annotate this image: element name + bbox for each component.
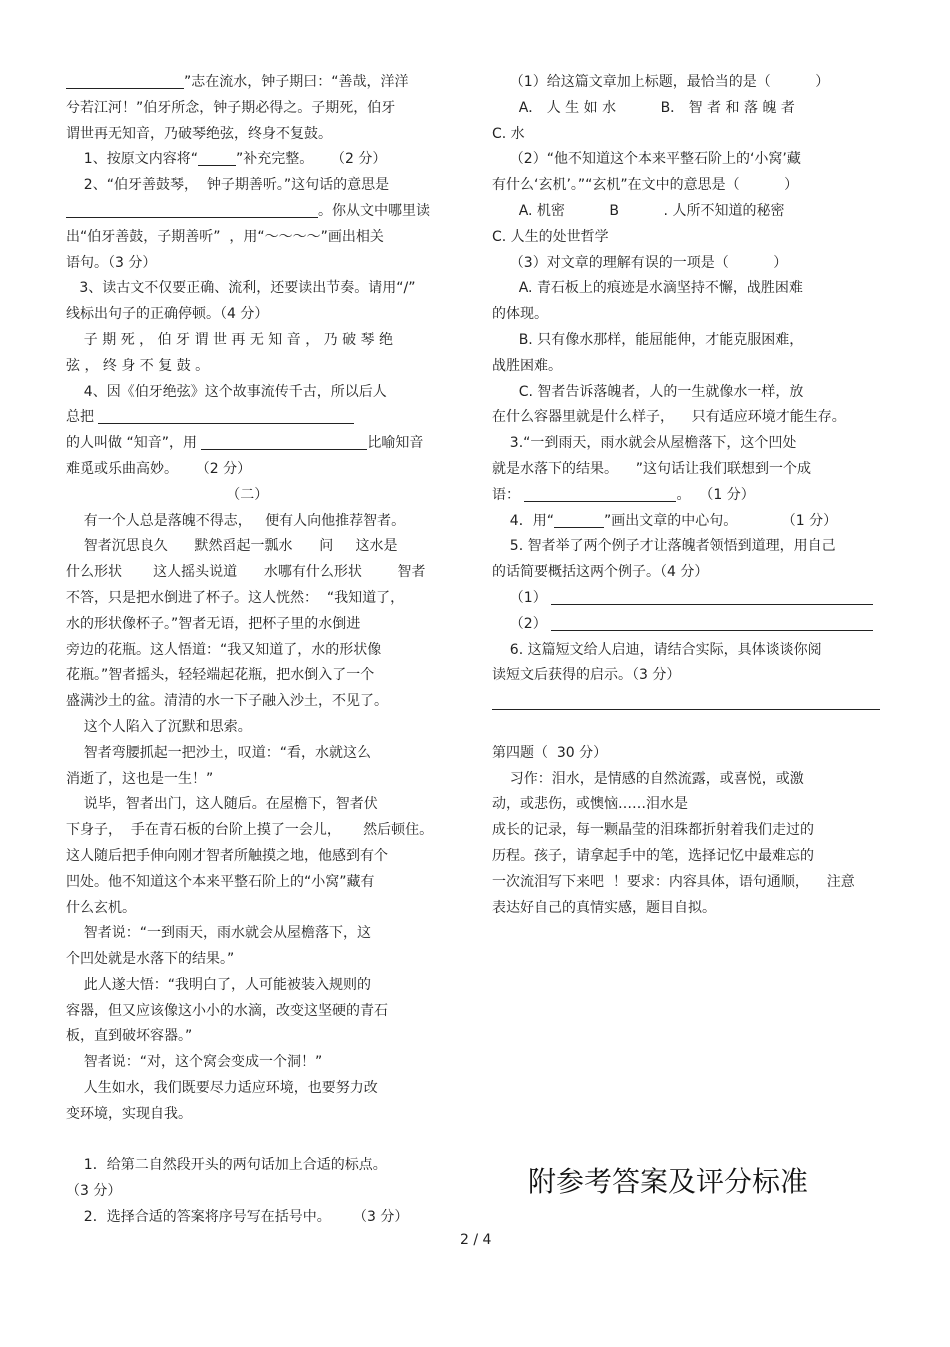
left-text-line (66, 431, 452, 457)
right-text-line (492, 715, 884, 741)
line-prefix: 总把 (66, 409, 99, 426)
left-text-line: 谓世再无知音，乃破琴绝弦，终身不复鼓。 (66, 125, 332, 142)
right-column (492, 70, 884, 921)
fill-in-blank[interactable] (198, 149, 236, 166)
left-text-line (66, 405, 452, 431)
left-text-line: 难觅或乐曲高妙。 （2 分） (66, 460, 252, 477)
left-text-line: 兮若江河！”伯牙所念，钟子期必得之。子期死，伯牙 (66, 99, 396, 116)
line-prefix: （2） (492, 615, 552, 632)
right-text-line: 5. 智者举了两个例子才让落魄者领悟到道理，用自己 (492, 538, 836, 555)
right-text-line: 就是水落下的结果。 ”这句话让我们联想到一个成 (492, 460, 812, 477)
line-suffix: ”志在流水，钟子期曰：“善哉，洋洋 (184, 74, 409, 90)
page-number: 2 / 4 (460, 1232, 492, 1248)
right-text-line: A． 人 生 如 水 B． 智 者 和 落 魄 者 (492, 99, 795, 116)
left-text-line: （3 分） (66, 1183, 122, 1200)
left-text-line: 水的形状像杯子。”智者无语，把杯子里的水倒进 (66, 615, 361, 632)
line-prefix: 语： (492, 486, 525, 503)
left-text-line: 智者沉思良久 默然舀起一瓢水 问 这水是 (66, 538, 398, 555)
right-text-line: 第四题（ 30 分） (492, 744, 608, 761)
fill-in-blank[interactable] (524, 485, 676, 502)
left-text-line: 旁边的花瓶。这人悟道：“我又知道了，水的形状像 (66, 641, 382, 658)
right-text-line (492, 509, 884, 535)
left-text-line (66, 147, 452, 173)
right-text-line: 战胜困难。 (492, 357, 562, 374)
right-text-line: A. 青石板上的痕迹是水滴坚持不懈，战胜困难 (492, 280, 803, 297)
line-suffix: ”画出文章的中心句。 （1 分） (603, 512, 838, 529)
right-text-line: B. 只有像水那样，能屈能伸，才能克服困难， (492, 331, 804, 348)
right-text-line (492, 612, 884, 638)
left-text-line (66, 199, 452, 225)
left-text-line: 1．给第二自然段开头的两句话加上合适的标点。 (66, 1157, 387, 1174)
answer-line-q6 (492, 709, 880, 710)
line-prefix: 的人叫做 “知音”，用 (66, 435, 202, 452)
right-text-line (492, 483, 884, 509)
left-text-line: 不答，只是把水倒进了杯子。这人恍然： “我知道了， (66, 589, 405, 606)
left-text-line: 出“伯牙善鼓，子期善听” ，用“～～～～”画出相关 (66, 228, 384, 245)
left-text-line: 3、读古文不仅要正确、流利，还要读出节奏。请用“/” (66, 280, 416, 297)
fill-in-blank[interactable] (66, 72, 184, 89)
left-text-line: 什么形状 这人摇头说道 水哪有什么形状 智者 (66, 564, 426, 581)
line-prefix: （1） (492, 589, 552, 606)
right-text-line: 动，或悲伤，或懊恼……泪水是 (492, 796, 688, 813)
right-text-line: 的话简要概括这两个例子。（4 分） (492, 564, 709, 581)
left-text-line: 人生如水，我们既要尽力适应环境，也要努力改 (66, 1080, 378, 1097)
right-text-line: 在什么容器里就是什么样子， 只有适应环境才能生存。 (492, 409, 846, 426)
left-text-line: 花瓶。”智者摇头，轻轻端起花瓶，把水倒入了一个 (66, 667, 375, 684)
right-text-line (492, 586, 884, 612)
fill-in-blank[interactable] (551, 614, 873, 631)
right-text-line: 表达好自己的真情实感，题目自拟。 (492, 899, 716, 916)
left-text-line: 说毕，智者出门，这人随后。在屋檐下，智者伏 (66, 796, 378, 813)
right-text-line: 一次流泪写下来吧 ！要求：内容具体，语句通顺， 注意 (492, 873, 855, 890)
left-text-line: 板，直到破坏容器。” (66, 1028, 193, 1045)
right-text-line: 成长的记录，每一颗晶莹的泪珠都折射着我们走过的 (492, 822, 814, 839)
line-suffix: ”补充完整。 （2 分） (235, 151, 387, 168)
left-text-line (66, 70, 452, 96)
left-text-line: 2、“伯牙善鼓琴， 钟子期善听。”这句话的意思是 (66, 177, 390, 194)
line-suffix: 。你从文中哪里读 (318, 202, 430, 219)
right-text-line: （3）对文章的理解有误的一项是（ ） (492, 254, 788, 271)
right-text-line: 的体现。 (492, 306, 548, 323)
left-text-line: 弦 ， 终 身 不 复 鼓 。 (66, 357, 210, 374)
left-text-line: 线标出句子的正确停顿。（4 分） (66, 306, 269, 323)
left-text-line: 变环境，实现自我。 (66, 1105, 192, 1122)
left-text-line: 此人遂大悟：“我明白了，人可能被装入规则的 (66, 976, 372, 993)
right-text-line: 读短文后获得的启示。（3 分） (492, 667, 681, 684)
right-text-line: 6. 这篇短文给人启迪，请结合实际，具体谈谈你阅 (492, 641, 822, 658)
right-text-line: 习作：泪水，是情感的自然流露，或喜悦，或激 (492, 770, 804, 787)
right-text-line: （2）“他不知道这个本来平整石阶上的‘小窝’藏 (492, 151, 801, 168)
right-text-line: （1）给这篇文章加上标题，最恰当的是（ ） (492, 74, 830, 90)
left-text-line: 智者弯腰抓起一把沙土，叹道：“看，水就这么 (66, 744, 372, 761)
left-text-line: 有一个人总是落魄不得志， 便有人向他推荐智者。 (66, 512, 406, 529)
left-text-line: 下身子， 手在青石板的台阶上摸了一会儿， 然后顿住。 (66, 822, 434, 839)
fill-in-blank[interactable] (98, 407, 354, 424)
left-text-line: 个凹处就是水落下的结果。” (66, 951, 235, 968)
left-column (66, 70, 452, 1231)
left-text-line: 消逝了，这也是一生！” (66, 770, 214, 787)
left-text-line: 凹处。他不知道这个本来平整石阶上的“小窝”藏有 (66, 873, 375, 890)
left-text-line: 2．选择合适的答案将序号写在括号中。 （3 分） (66, 1209, 409, 1226)
left-text-line: 这人随后把手伸向刚才智者所触摸之地，他感到有个 (66, 847, 388, 864)
right-text-line: 历程。孩子，请拿起手中的笔，选择记忆中最难忘的 (492, 847, 814, 864)
fill-in-blank[interactable] (66, 201, 318, 218)
fill-in-blank[interactable] (201, 433, 367, 450)
fill-in-blank[interactable] (551, 588, 873, 605)
fill-in-blank[interactable] (554, 511, 604, 528)
line-prefix: 4．用“ (492, 512, 554, 529)
right-text-line: C. 智者告诉落魄者，人的一生就像水一样，放 (492, 383, 804, 400)
right-text-line: C. 水 (492, 125, 525, 142)
right-text-line: 有什么‘玄机’。”“玄机”在文中的意思是（ ） (492, 177, 799, 194)
line-suffix: 。 （1 分） (676, 486, 755, 503)
left-text-line: 这个人陷入了沉默和思索。 (66, 718, 252, 735)
answer-key-heading: 附参考答案及评分标准 (528, 1165, 809, 1198)
left-text-line: 子 期 死 ， 伯 牙 谓 世 再 无 知 音 ， 乃 破 琴 绝 (66, 331, 394, 348)
right-text-line: A. 机密 B . 人所不知道的秘密 (492, 202, 785, 219)
left-text-line: 盛满沙土的盆。清清的水一下子融入沙土，不见了。 (66, 693, 388, 710)
right-text-line: C. 人生的处世哲学 (492, 228, 609, 245)
left-text-line: 智者说：“一到雨天，雨水就会从屋檐落下，这 (66, 925, 372, 942)
left-text-line: 什么玄机。 (66, 899, 136, 916)
left-text-line: 容器，但又应该像这小小的水滴，改变这坚硬的青石 (66, 1002, 388, 1019)
line-prefix: 1、按原文内容将“ (66, 151, 198, 168)
right-text-line (492, 689, 884, 715)
line-suffix: 比喻知音 (367, 435, 424, 452)
left-text-line: （二） (66, 486, 269, 503)
left-text-line: 4、因《伯牙绝弦》这个故事流传千古，所以后人 (66, 383, 387, 400)
left-text-line: 智者说：“对，这个窝会变成一个洞！” (66, 1054, 323, 1071)
left-text-line (66, 1128, 452, 1154)
right-text-line: 3.“一到雨天，雨水就会从屋檐落下，这个凹处 (492, 435, 797, 452)
left-text-line: 语句。（3 分） (66, 254, 157, 271)
